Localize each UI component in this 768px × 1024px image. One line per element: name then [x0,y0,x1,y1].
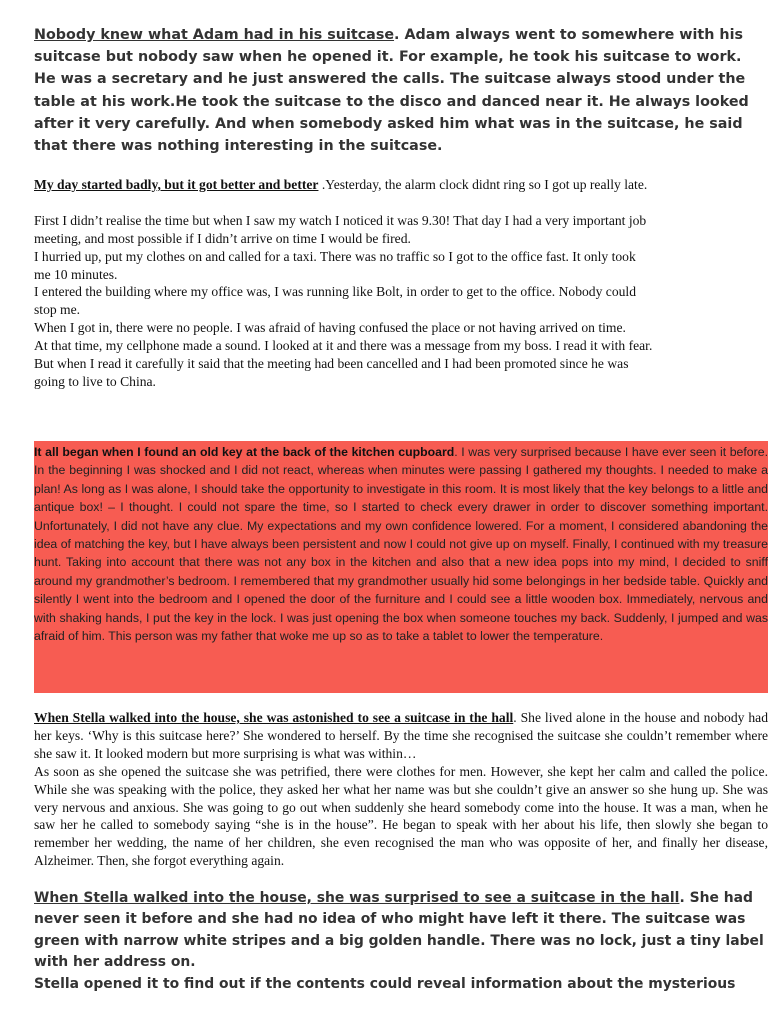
story-bad-day-paragraph-2: I hurried up, put my clothes on and called for a taxi. There was no traffic so I got to the office fast. It only took me 10 minutes. [34,248,636,282]
story-stella-surprised-p1 [34,888,768,974]
story-old-key-heading: It all began when I found an old key at the back of the kitchen cupboard [34,445,455,459]
story-adam-heading: Nobody knew what Adam had in his suitcase [34,27,395,43]
story-old-key-highlighted [34,441,768,693]
story-stella-surprised [34,888,768,995]
story-bad-day [34,176,654,391]
story-bad-day-intro [34,176,654,194]
story-adam-suitcase [34,24,764,157]
story-bad-day-paragraph-3: I entered the building where my office was, I was running like Bolt, in order to get to the office. Nobody could stop me. [34,284,637,318]
story-bad-day-paragraph-4: When I got in, there were no people. I was afraid of having confused the place or not having arrived on time. [34,320,626,336]
story-adam-text [34,24,764,157]
story-stella-astonished-body1: . She lived alone in the house and nobody had her keys. ‘Why is this suitcase here?’ She wondered to herself. By the time she recognised the suitcase she couldn’t remember where she saw it. It looked modern but more surprising is what was within… [34,710,768,761]
story-old-key-text [34,443,768,645]
story-stella-astonished [34,709,768,870]
story-stella-astonished-p2: As soon as she opened the suitcase she was petrified, there were clothes for men. However, she kept her calm and called the police. While she was speaking with the police, they asked her what her name was but she couldn’t give an answer so she hung up. She was very nervous and anxious. She was going to go out when suddenly she heard somebody come into the house. It was a man, when he saw her he called to somebody saying “she is in the house”. He began to speak with her about his life, then slowly she began to remember her wedding, the name of her children, she even recognised the man who was opposite of her, and finally her disease, Alzheimer. Then, she forgot everything again. [34,763,768,869]
story-bad-day-paragraph-1: First I didn’t realise the time but when I saw my watch I noticed it was 9.30! That day I had a very important job meeting, and most possible if I didn’t arrive on time I would be fired. [34,212,647,246]
story-stella-surprised-body1: . She had never seen it before and she had no idea of who might have left it there. The suitcase was green with narrow white stripes and a big golden handle. There was no lock, just a tiny label with her address on. [34,890,764,971]
story-bad-day-intro-text: .Yesterday, the alarm clock didnt ring so I got up really late. [318,177,648,192]
story-old-key-body: . I was very surprised because I have ever seen it before. In the beginning I was shocked and I did not react, whereas when minutes were passing I gathered my thoughts. I needed to make a plan! As long as I was alone, I should take the opportunity to investigate in this room. It is most likely that the key belongs to a little and antique box! – I thought. I could not spare the time, so I started to check every drawer in order to discover something important. Unfortunately, I did not have any clue. My expectations and my own confidence lowered. For a moment, I considered abandoning the idea of matching the key, but I have always been persistent and now I could not give up on myself. Finally, I continued with my treasure hunt. Taking into account that there was not any box in the kitchen and also that a new idea pops into my mind, I decided to sniff around my grandmother’s bedroom. I remembered that my grandmother usually hid some belongings in her bedside table. Quickly and silently I went into the bedroom and I opened the door of the furniture and I could see a little wooden box. Immediately, nervous and with shaking hands, I put the key in the lock. I was just opening the box when someone touches my back. Suddenly, I jumped and was afraid of him. This person was my father that woke me up so as to take a tablet to lower the temperature. [34,445,768,644]
story-stella-astonished-p1 [34,709,768,763]
story-stella-astonished-heading: When Stella walked into the house, she was astonished to see a suitcase in the hall [34,710,514,725]
story-bad-day-paragraph-5: At that time, my cellphone made a sound. I looked at it and there was a message from my boss. I read it with fear. But when I read it carefully it said that the meeting had been cancelled and I had been promoted since he was going to live to China. [34,338,653,389]
story-stella-surprised-heading: When Stella walked into the house, she was surprised to see a suitcase in the hall [34,890,680,906]
story-bad-day-heading: My day started badly, but it got better and better [34,177,319,192]
story-stella-surprised-p2: Stella opened it to find out if the contents could reveal information about the mysterious [34,975,736,992]
story-adam-body: . Adam always went to somewhere with his suitcase but nobody saw when he opened it. For example, he took his suitcase to work. He was a secretary and he just answered the calls. The suitcase always stood under the table at his work.He took the suitcase to the disco and danced near it. He always looked after it very carefully. And when somebody asked him what was in the suitcase, he said that there was nothing interesting in the suitcase. [34,27,749,155]
